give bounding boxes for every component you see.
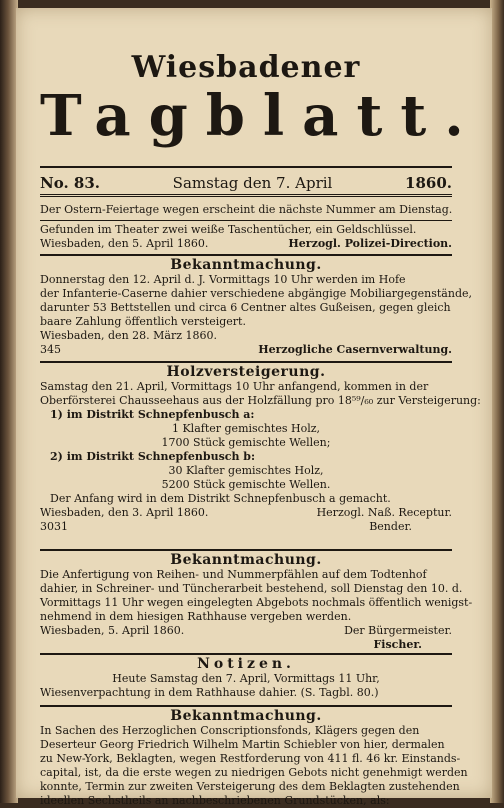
district-b-item: 5200 Stück gemischte Wellen.	[161, 478, 331, 491]
district-a-item: 1 Klafter gemischtes Holz,	[171, 422, 321, 435]
announcement-wood-auction	[40, 364, 481, 534]
rule-top	[40, 166, 452, 168]
announcement-footer	[40, 624, 452, 638]
announcement-line: capital, ist, da die erste wegen zu niedrigen Gebots nicht genehmigt werden	[40, 766, 468, 779]
announcement-line: ideellen Sechstheils an nachbeschriebenen Grundstücken, als:	[40, 794, 390, 807]
page-right-edge	[490, 0, 504, 803]
announcement-line: baare Zahlung öffentlich versteigert.	[40, 315, 246, 328]
district-b-heading: 2) im Distrikt Schnepfenbusch b:	[50, 450, 256, 463]
found-signature: Herzogl. Polizei-Direction.	[288, 237, 452, 250]
announcement-line: Die Anfertigung von Reihen- und Nummerpfählen auf dem Todtenhof	[40, 568, 427, 581]
rule	[40, 549, 452, 551]
masthead-title: Tagblatt.	[40, 83, 482, 149]
district-a-item: 1700 Stück gemischte Wellen;	[161, 436, 331, 449]
issue-year: 1860.	[405, 174, 452, 192]
announcement-signature: Herzogl. Naß. Receptur.	[316, 506, 452, 519]
announcement-signer: Fischer.	[373, 638, 422, 651]
district-b-item: 30 Klafter gemischtes Holz,	[168, 464, 324, 477]
announcement-line: dahier, in Schreiner- und Tüncherarbeit bestehend, soll Dienstag den 10. d.	[40, 582, 463, 595]
announcement-line: Donnerstag den 12. April d. J. Vormittags 10 Uhr werden im Hofe	[40, 273, 406, 286]
rule-dateline	[40, 194, 452, 197]
found-footer	[40, 237, 452, 251]
announcement-line: konnte, Termin zur zweiten Versteigerung des dem Beklagten zustehenden	[40, 780, 460, 793]
announcement-signature: Herzogliche Casernverwaltung.	[258, 343, 452, 356]
announcement-footer	[40, 506, 452, 520]
announcement-line: Deserteur Georg Friedrich Wilhelm Martin Schiebler von hier, dermalen	[40, 738, 445, 751]
issue-number: No. 83.	[40, 174, 100, 192]
announcement-line: Samstag den 21. April, Vormittags 10 Uhr anfangend, kommen in der	[40, 380, 429, 393]
rule	[40, 220, 452, 221]
notizen-line: Heute Samstag den 7. April, Vormittags 11 Uhr,	[112, 672, 380, 685]
district-a-heading: 1) im Distrikt Schnepfenbusch a:	[50, 408, 255, 421]
announcement-signer: Bender.	[369, 520, 412, 533]
announcement-place: Wiesbaden, den 28. März 1860.	[40, 329, 217, 342]
announcement-closing: Der Anfang wird in dem Distrikt Schnepfenbusch a gemacht.	[50, 492, 391, 505]
announcement-conscription	[40, 708, 468, 808]
rule	[40, 254, 452, 256]
announcement-line: nehmend in dem hiesigen Rathhause vergeben werden.	[40, 610, 352, 623]
announcement-line: der Infanterie-Caserne dahier verschiedene abgängige Mobiliargegenstände,	[40, 287, 473, 300]
found-notice	[40, 223, 452, 251]
announcement-footer	[40, 343, 452, 357]
announcement-place: Wiesbaden, den 3. April 1860.	[40, 506, 209, 519]
announcement-heading: Bekanntmachung.	[170, 708, 322, 724]
masthead-line1: Wiesbadener	[131, 50, 361, 85]
announcement-footer-2	[40, 520, 452, 534]
announcement-line: Oberförsterei Chausseehaus aus der Holzfällung pro 18⁵⁹/₆₀ zur Versteigerung:	[40, 394, 481, 407]
announcement-heading: Bekanntmachung.	[170, 552, 322, 568]
holiday-notice: Der Ostern-Feiertage wegen erscheint die nächste Nummer am Dienstag.	[40, 203, 453, 216]
announcement-place: Wiesbaden, 5. April 1860.	[40, 624, 185, 637]
rule	[40, 705, 452, 707]
announcement-line: zu New-York, Beklagten, wegen Restforderung von 411 fl. 46 kr. Einstands-	[40, 752, 461, 765]
announcement-caserne	[40, 257, 473, 357]
announcement-heading: Bekanntmachung.	[170, 257, 322, 273]
notizen-section	[40, 656, 452, 700]
announcement-line: darunter 53 Bettstellen und circa 6 Centner altes Gußeisen, gegen gleich	[40, 301, 451, 314]
rule	[40, 653, 452, 655]
announcement-line: In Sachen des Herzoglichen Conscriptionsfonds, Klägers gegen den	[40, 724, 420, 737]
announcement-signature: Der Bürgermeister.	[344, 624, 452, 637]
issue-dateline	[40, 174, 452, 192]
issue-date: Samstag den 7. April	[172, 174, 333, 192]
newspaper-page	[16, 8, 492, 807]
found-text: Gefunden im Theater zwei weiße Taschentücher, ein Geldschlüssel.	[40, 223, 417, 236]
notizen-heading: Notizen.	[197, 656, 295, 672]
notizen-line: Wiesenverpachtung in dem Rathhause dahier. (S. Tagbl. 80.)	[40, 686, 379, 699]
announcement-number: 3031	[40, 520, 68, 533]
announcement-line: Vormittags 11 Uhr wegen eingelegten Abgebots nochmals öffentlich wenigst-	[40, 596, 473, 609]
announcement-number: 345	[40, 343, 61, 356]
announcement-heading: Holzversteigerung.	[166, 364, 326, 380]
announcement-cemetery	[40, 552, 473, 652]
rule	[40, 361, 452, 363]
found-place: Wiesbaden, den 5. April 1860.	[40, 237, 209, 250]
